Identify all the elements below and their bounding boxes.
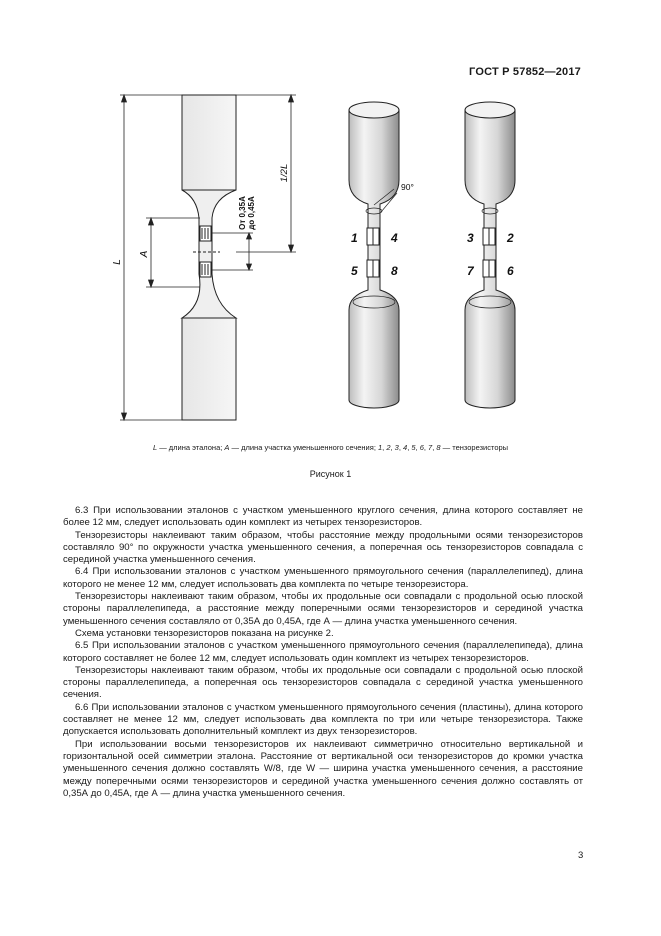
middle-top-face <box>349 102 399 118</box>
caption-sep: , <box>398 443 404 452</box>
caption-text: — длина эталона; <box>157 443 225 452</box>
left-specimen <box>182 95 236 420</box>
caption-num: 3 <box>394 443 399 452</box>
page-number: 3 <box>578 850 584 861</box>
gauge-label-8: 8 <box>391 264 398 278</box>
caption-num: 2 <box>386 443 391 452</box>
gauge-label-1: 1 <box>351 231 358 245</box>
dim-label-L: L <box>112 259 123 265</box>
paragraph: Тензорезисторы наклеивают таким образом, чтобы их продольные оси совпадали с продольной осью плоской стороны параллелепипеда, а поперечная ось тензорезисторов совпадала с серединой участка уменьшенного сечения. <box>63 664 583 701</box>
document-code: ГОСТ Р 57852—2017 <box>469 66 581 78</box>
left-upper-grip <box>182 95 236 190</box>
figure-1-drawing <box>0 0 661 440</box>
left-neck <box>182 190 236 318</box>
paragraph: При использовании восьми тензорезисторов их наклеивают симметрично относительно вертикальной и горизонтальной осей симметрии эталона. Расстояние от вертикальной оси тензорезисторов до кромки участка уменьшенного сечения должно составлять W/8, где W — ширина участка уменьшенного сечения, а расстояние между поперечными осями тензорезисторов и серединой участка уменьшенного сечения должно составлять от 0,35А до 0,45А, где А — длина участка уменьшенного сечения. <box>63 738 583 799</box>
paragraph: 6.4 При использовании эталонов с участком уменьшенного прямоугольного сечения (параллелепипед), длина которого не менее 12 мм, следует использовать два комплекта по четыре тензорезистора. <box>63 566 583 590</box>
paragraph: 6.5 При использовании эталонов с участком уменьшенного прямоугольного сечения (параллелепипеда), длина которого составляет не более 12 мм, следует использовать один комплект из четырех тензорезисторов. <box>63 640 583 664</box>
caption-num: 8 <box>436 443 441 452</box>
caption-num: 1 <box>377 443 383 452</box>
caption-text: — тензорезисторы <box>440 443 509 452</box>
caption-num: 5 <box>411 443 416 452</box>
caption-L: L <box>152 443 158 452</box>
angle-label: 90° <box>401 182 414 192</box>
caption-sep: , <box>390 443 395 452</box>
paragraph: 6.3 При использовании эталонов с участком уменьшенного круглого сечения, длина которого составляет не более 12 мм, следует использовать один комплект из четырех тензорезисторов. <box>63 505 583 529</box>
dim-label-half-L: 1/2L <box>279 163 290 183</box>
figure-caption <box>0 443 661 452</box>
caption-text: — длина участка уменьшенного сечения; <box>229 443 378 452</box>
caption-num: 4 <box>403 443 408 452</box>
paragraph: Тензорезисторы наклеивают таким образом, чтобы их продольные оси совпадали с продольной осью плоской стороны параллелепипеда, а расстояние между поперечными осями тензорезисторов и серединой участка уменьшенного сечения составляло от 0,35А до 0,45А, где А — длина участка уменьшенного сечения. <box>63 591 583 627</box>
gauge-label-2: 2 <box>507 231 514 245</box>
gauge-label-7: 7 <box>467 264 474 278</box>
paragraph: 6.6 При использовании эталонов с участком уменьшенного прямоугольного сечения (пластины), длина которого составляет не менее 12 мм, следует использовать два комплекта по три или четыре тензорезистора. Также допускается использовать дополнительный комплект из двух тензорезисторов. <box>63 701 583 738</box>
dim-label-range-line1: От 0,35А <box>238 196 247 230</box>
gauge-label-5: 5 <box>351 264 358 278</box>
dim-label-range-line2: до 0,45А <box>247 196 256 230</box>
dim-label-A: A <box>139 250 150 258</box>
paragraph: Тензорезисторы наклеивают таким образом, чтобы расстояние между продольными осями тензорезисторов составляло 90° по окружности участка уменьшенного сечения, а поперечная ось тензорезисторов совпадала с серединой участка уменьшенного сечения. <box>63 529 583 566</box>
caption-sep: , <box>382 443 387 452</box>
caption-sep: , <box>423 443 429 452</box>
caption-sep: , <box>432 443 437 452</box>
figure-title: Рисунок 1 <box>309 469 352 479</box>
gauge-label-6: 6 <box>507 264 514 278</box>
caption-sep: , <box>415 443 420 452</box>
left-lower-grip <box>182 318 236 420</box>
middle-specimen <box>349 102 399 408</box>
caption-A: A <box>224 443 230 452</box>
gauge-label-3: 3 <box>467 231 474 245</box>
right-specimen <box>465 102 515 408</box>
gauge-label-4: 4 <box>391 231 398 245</box>
caption-sep: , <box>407 443 412 452</box>
caption-num: 7 <box>428 443 433 452</box>
paragraph: Схема установки тензорезисторов показана на рисунке 2. <box>75 627 334 639</box>
body-text <box>63 505 583 800</box>
right-top-face <box>465 102 515 118</box>
caption-num: 6 <box>419 443 424 452</box>
